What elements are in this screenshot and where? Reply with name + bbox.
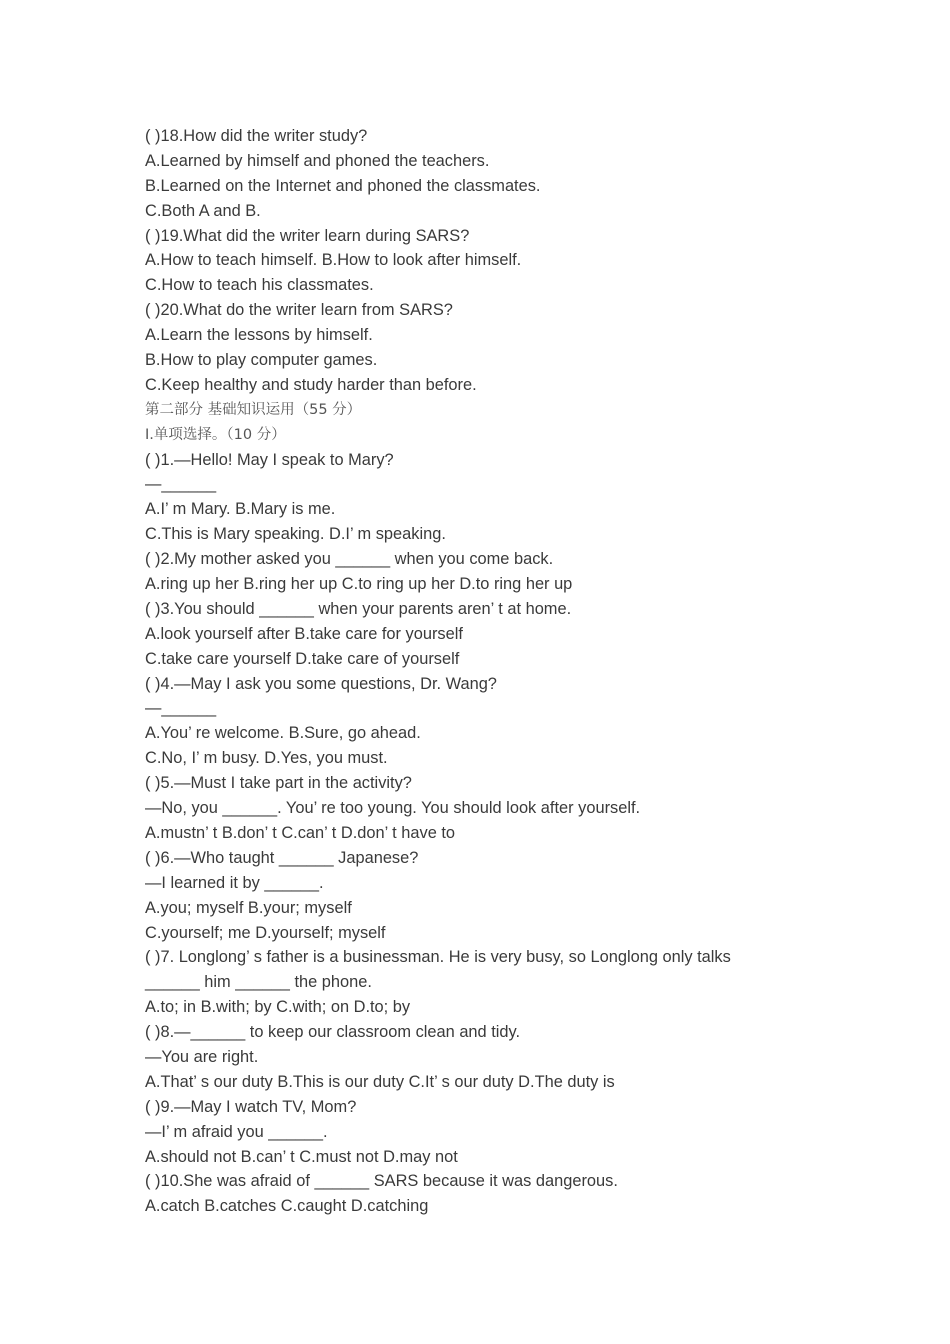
option-line: A.mustn’ t B.don’ t C.can’ t D.don’ t have to (145, 823, 456, 842)
option-line: A.How to teach himself. B.How to look after himself. (145, 251, 522, 270)
option-line: A.That’ s our duty B.This is our duty C.It’ s our duty D.The duty is (145, 1072, 615, 1091)
option-line: C.yourself; me D.yourself; myself (145, 923, 386, 942)
option-line: A.Learned by himself and phoned the teachers. (145, 151, 490, 170)
dialogue-line: —I’ m afraid you ______. (145, 1122, 328, 1141)
question-10: ( )10.She was afraid of ______ SARS because it was dangerous. (145, 1172, 618, 1191)
question-2: ( )2.My mother asked you ______ when you come back. (145, 550, 554, 569)
option-line: C.Keep healthy and study harder than before. (145, 375, 477, 394)
option-line: A.look yourself after B.take care for yourself (145, 624, 463, 643)
option-line: A.Learn the lessons by himself. (145, 326, 373, 345)
section-heading: 第二部分 基础知识运用（55 分） (145, 401, 362, 418)
option-line: C.Both A and B. (145, 201, 261, 220)
answer-blank-line: —______ (145, 475, 217, 494)
dialogue-line: —You are right. (145, 1047, 259, 1066)
question-9: ( )9.—May I watch TV, Mom? (145, 1097, 357, 1116)
option-line: A.ring up her B.ring her up C.to ring up her D.to ring her up (145, 575, 573, 594)
question-6: ( )6.—Who taught ______ Japanese? (145, 848, 419, 867)
question-5: ( )5.—Must I take part in the activity? (145, 774, 412, 793)
dialogue-line: —No, you ______. You’ re too young. You should look after yourself. (145, 799, 641, 818)
option-line: A.you; myself B.your; myself (145, 898, 352, 917)
option-line: A.I’ m Mary. B.Mary is me. (145, 500, 336, 519)
option-line: A.catch B.catches C.caught D.catching (145, 1197, 429, 1216)
question-3: ( )3.You should ______ when your parents aren’ t at home. (145, 599, 572, 618)
answer-blank-line: —______ (145, 699, 217, 718)
question-8: ( )8.—______ to keep our classroom clean and tidy. (145, 1023, 521, 1042)
option-line: C.How to teach his classmates. (145, 276, 374, 295)
option-line: C.This is Mary speaking. D.I’ m speaking. (145, 525, 446, 544)
question-20: ( )20.What do the writer learn from SARS? (145, 301, 453, 320)
question-continuation: ______ him ______ the phone. (145, 973, 372, 992)
option-line: B.Learned on the Internet and phoned the classmates. (145, 176, 541, 195)
option-line: B.How to play computer games. (145, 351, 378, 370)
option-line: A.to; in B.with; by C.with; on D.to; by (145, 998, 411, 1017)
question-18: ( )18.How did the writer study? (145, 127, 368, 145)
option-line: A.You’ re welcome. B.Sure, go ahead. (145, 724, 421, 743)
question-4: ( )4.—May I ask you some questions, Dr. Wang? (145, 674, 497, 693)
option-line: C.take care yourself D.take care of yourself (145, 649, 460, 668)
dialogue-line: —I learned it by ______. (145, 873, 324, 892)
document-page (145, 124, 845, 1219)
option-line: C.No, I’ m busy. D.Yes, you must. (145, 749, 388, 768)
subsection-heading: Ⅰ.单项选择。（10 分） (145, 426, 286, 443)
question-1: ( )1.—Hello! May I speak to Mary? (145, 450, 394, 469)
option-line: A.should not B.can’ t C.must not D.may not (145, 1147, 458, 1166)
question-7: ( )7. Longlong’ s father is a businessman. He is very busy, so Longlong only talks (145, 948, 731, 967)
question-19: ( )19.What did the writer learn during SARS? (145, 226, 470, 245)
